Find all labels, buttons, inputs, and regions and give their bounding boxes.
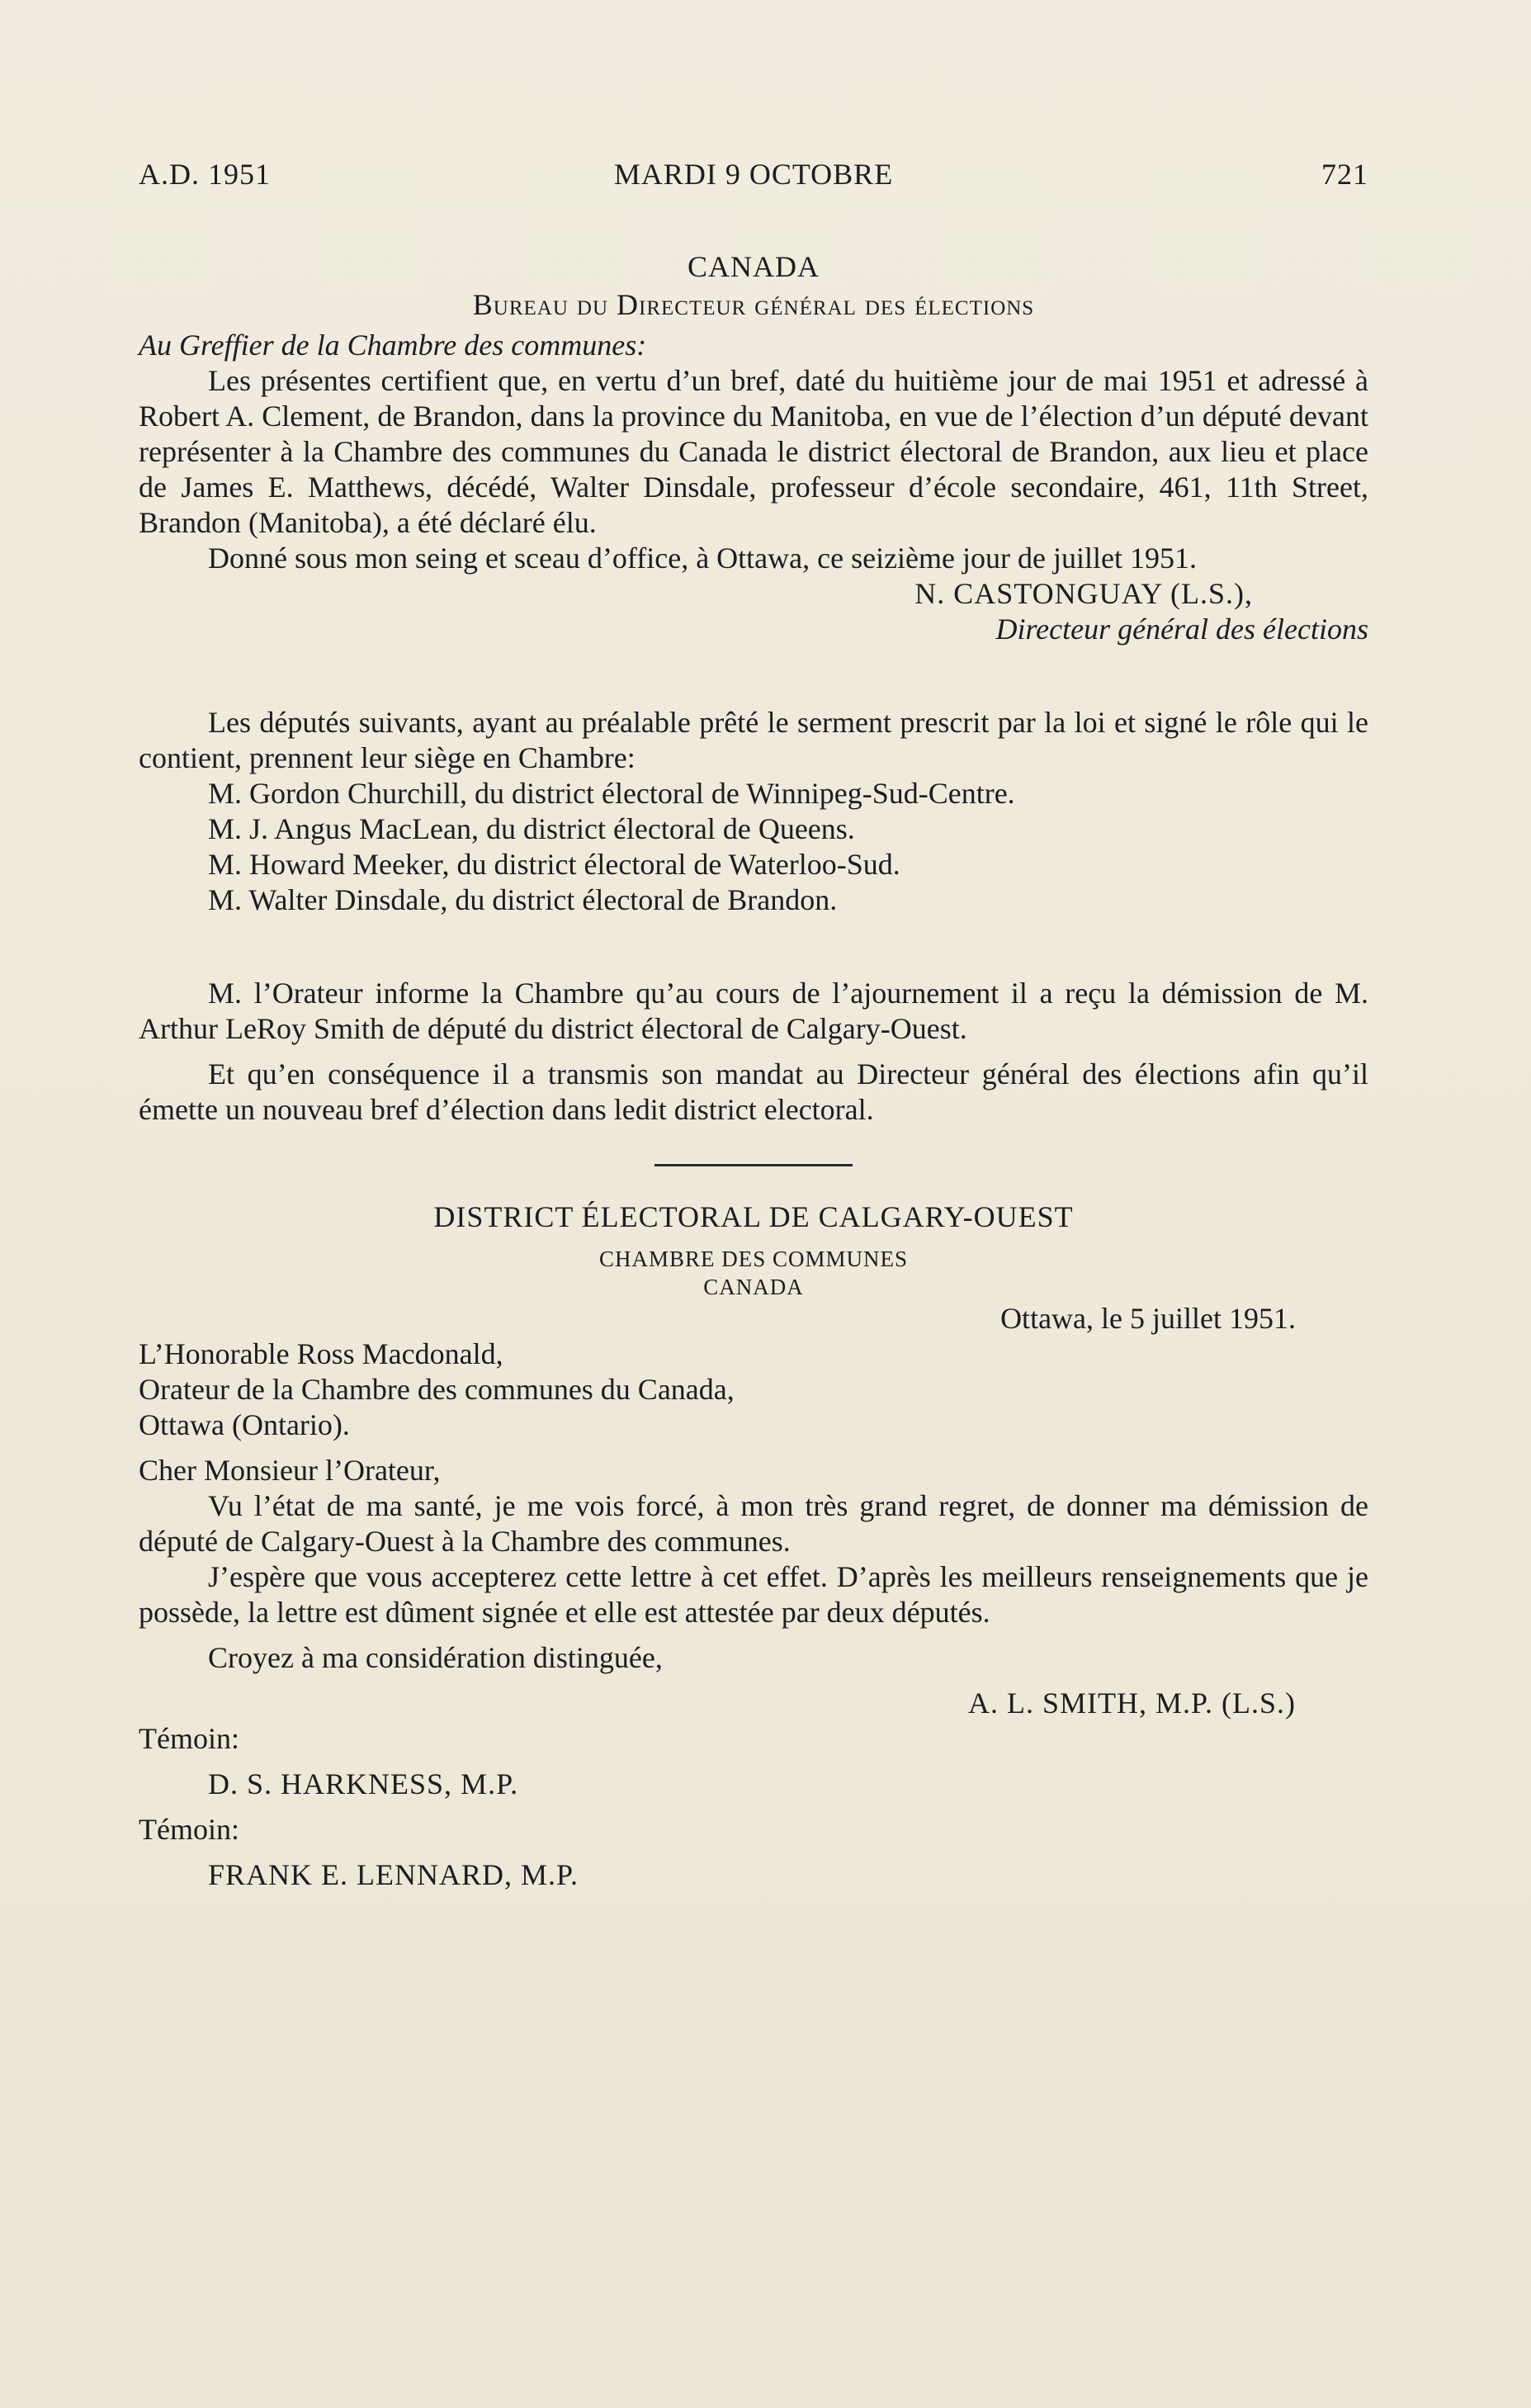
witness-label-2: Témoin: — [139, 1813, 239, 1846]
letter-signature: A. L. SMITH, M.P. (L.S.) — [967, 1687, 1296, 1720]
district-title: DISTRICT ÉLECTORAL DE CALGARY-OUEST — [433, 1200, 1074, 1233]
witness-label-1: Témoin: — [139, 1722, 239, 1755]
letter-body-1: Vu l’état de ma santé, je me vois forcé, à mon très grand regret, de donner ma démission de député de Calgary-Ouest à la Chambre des communes. — [139, 1489, 1368, 1558]
speaker-paragraph-1: M. l’Orateur informe la Chambre qu’au cours de l’ajournement il a reçu la démission de M. Arthur LeRoy Smith de député du district électoral de Calgary-Ouest. — [139, 977, 1368, 1045]
oath-member-item: M. Howard Meeker, du district électoral de Waterloo-Sud. — [208, 848, 900, 881]
page-number: 721 — [1321, 158, 1368, 191]
certificate-signer: N. CASTONGUAY (L.S.), — [914, 577, 1253, 610]
witness-name-2: FRANK E. LENNARD, M.P. — [208, 1858, 579, 1891]
oath-member-list — [139, 776, 1368, 918]
certificate-paragraph-1: Les présentes certifient que, en vertu d’un bref, daté du huitième jour de mai 1951 et adressé à Robert A. Clement, de Brandon, dans la province du Manitoba, en vue de l’élection d’un député devant représenter à la Chambre des communes du Canada le district électoral de Brandon, aux lieu et place de James E. Matthews, décédé, Walter Dinsdale, professeur d’école secondaire, 461, 11th Street, Brandon (Manitoba), a été déclaré élu. — [139, 364, 1368, 539]
oath-member-item: M. Gordon Churchill, du district électoral de Winnipeg-Sud-Centre. — [208, 777, 1015, 810]
certificate-country: CANADA — [687, 250, 820, 283]
page-content — [139, 157, 1368, 1893]
section-divider — [654, 1164, 853, 1166]
certificate-bureau: Bureau du Directeur général des élections — [472, 288, 1035, 321]
certificate-paragraph-2: Donné sous mon seing et sceau d’office, à Ottawa, ce seizième jour de juillet 1951. — [208, 542, 1197, 575]
running-header — [139, 157, 1368, 198]
oath-member-item: M. Walter Dinsdale, du district électoral de Brandon. — [208, 883, 838, 916]
certificate-signer-title: Directeur général des élections — [995, 613, 1368, 646]
letter-date: Ottawa, le 5 juillet 1951. — [1000, 1302, 1296, 1335]
witness-name-1: D. S. HARKNESS, M.P. — [208, 1767, 519, 1800]
letter-greeting: Cher Monsieur l’Orateur, — [139, 1454, 441, 1487]
header-date: MARDI 9 OCTOBRE — [613, 158, 894, 191]
letter-closing: Croyez à ma considération distinguée, — [208, 1641, 663, 1674]
letterhead-house: CHAMBRE DES COMMUNES — [598, 1247, 909, 1271]
letter-recipient-city: Ottawa (Ontario). — [139, 1408, 350, 1441]
letter-recipient-name: L’Honorable Ross Macdonald, — [139, 1337, 503, 1370]
header-year: A.D. 1951 — [139, 158, 271, 191]
letter-body-2: J’espère que vous accepterez cette lettre à cet effet. D’après les meilleurs renseignements que je possède, la lettre est dûment signée et elle est attestée par deux députés. — [139, 1560, 1368, 1629]
letter-recipient-title: Orateur de la Chambre des communes du Canada, — [139, 1373, 735, 1406]
certificate-addressee: Au Greffier de la Chambre des communes: — [139, 329, 647, 362]
letterhead-country: CANADA — [703, 1275, 804, 1299]
oath-intro: Les députés suivants, ayant au préalable prêté le serment prescrit par la loi et signé le rôle qui le contient, prennent leur siège en Chambre: — [139, 706, 1368, 774]
oath-member-item: M. J. Angus MacLean, du district électoral de Queens. — [208, 812, 855, 845]
speaker-paragraph-2: Et qu’en conséquence il a transmis son mandat au Directeur général des élections afin qu’il émette un nouveau bref d’élection dans ledit district electoral. — [139, 1057, 1368, 1126]
